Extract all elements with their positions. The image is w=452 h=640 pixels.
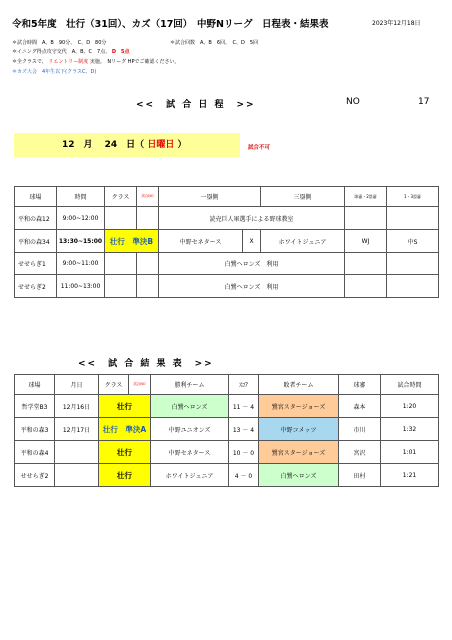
result-venue: 平和の森4 [15,441,55,464]
result-score: 13 － 4 [229,418,259,441]
note-game-time: ＊試合時間 A、B 90分、 C、D 80分 [12,40,107,46]
result-duration: 1:32 [381,418,439,441]
schedule-third-team: ホワイトジュニア [261,230,345,253]
note-innings: ＊試合回数 A、B 6回、 C、D 5回 [170,40,259,46]
col-class: クラス [105,187,137,207]
result-duration: 1:20 [381,395,439,418]
schedule-first-team: 中野セネタース [159,230,243,253]
result-loser: 中野コメッツ [259,418,339,441]
col-winner: 勝利チーム [151,375,229,395]
col-ump-base: 1・3塁審 [387,187,439,207]
schedule-no [137,207,159,230]
schedule-class: 壮行 準決B [105,230,159,253]
results-row [15,418,439,441]
result-duration: 1:21 [381,464,439,487]
schedule-row [15,253,439,275]
schedule-event: 白鷺ヘロンズ 利用 [159,275,345,298]
col-game-no: 試合NO [129,375,151,395]
result-winner: 白鷺ヘロンズ [151,395,229,418]
result-loser: 鷺宮スタージョーズ [259,395,339,418]
note-inning-points-text: ＊イニング得点攻守交代 A、B、C 7点、 [12,49,111,55]
schedule-date-prefix: 12 月 24 日（ [62,140,145,150]
result-umpire: 宮沢 [339,441,381,464]
schedule-row [15,230,439,253]
result-loser: 鷺宮スタージョーズ [259,441,339,464]
col-third-base: 三塁側 [261,187,345,207]
result-class: 壮行 [99,464,151,487]
note-reentry-b: リエントリー制度 [48,59,89,65]
col-game-no: 試合NO [137,187,159,207]
schedule-table [14,186,439,298]
schedule-no-value: 17 [418,97,430,107]
schedule-ump1 [387,253,439,275]
schedule-venue: 平和の森34 [15,230,57,253]
result-venue: せせらぎ2 [15,464,55,487]
result-winner: 中野ユニオンズ [151,418,229,441]
schedule-row [15,207,439,230]
col-first-base: 一塁側 [159,187,261,207]
schedule-ump3 [345,207,387,230]
result-duration: 1:01 [381,441,439,464]
note-reentry-c: 実施。 Nリーグ HPでご確認ください。 [89,59,180,65]
note-kazu: ＊カズ大会 4年生以下(クラスC、D) [12,69,97,75]
result-score: 4 － 0 [229,464,259,487]
schedule-class [105,207,137,230]
result-umpire: 森本 [339,395,381,418]
result-date [55,441,99,464]
result-loser: 白鷺ヘロンズ [259,464,339,487]
schedule-date-suffix: ） [177,140,187,150]
results-row [15,464,439,487]
result-umpire: 田村 [339,464,381,487]
result-winner: ホワイトジュニア [151,464,229,487]
no-game-note: 試合不可 [248,145,271,151]
schedule-venue: 平和の森12 [15,207,57,230]
result-class: 壮行 準決A [99,418,151,441]
col-ump-home: 球審・2塁審 [345,187,387,207]
results-row [15,395,439,418]
schedule-venue: せせらぎ1 [15,253,57,275]
results-section-title: << 試 合 結 果 表 >> [78,359,214,369]
note-inning-points-d: D 5点 [111,49,130,55]
result-date [55,464,99,487]
col-umpire: 球審 [339,375,381,395]
issue-date: 2023年12月18日 [372,20,421,27]
result-date: 12月16日 [55,395,99,418]
results-header-row [15,375,439,395]
schedule-date-box [14,133,240,157]
result-venue: 哲学堂B3 [15,395,55,418]
schedule-time: 9:00~12:00 [57,207,105,230]
results-table [14,374,439,487]
schedule-class [105,253,137,275]
schedule-event: 白鷺ヘロンズ 利用 [159,253,345,275]
result-class: 壮行 [99,395,151,418]
col-duration: 試合時間 [381,375,439,395]
schedule-ump1: 中S [387,230,439,253]
schedule-class [105,275,137,298]
schedule-row [15,275,439,298]
schedule-no [137,275,159,298]
result-date: 12月17日 [55,418,99,441]
col-venue: 球場 [15,187,57,207]
note-reentry [12,58,179,65]
result-venue: 平和の森3 [15,418,55,441]
schedule-header-row [15,187,439,207]
page-title: 令和5年度 壮行（31回）、カズ（17回） 中野Nリーグ 日程表・結果表 [12,19,329,30]
result-score: 10 － 0 [229,441,259,464]
result-winner: 中野セネタース [151,441,229,464]
schedule-ump3 [345,275,387,298]
schedule-time: 11:00~13:00 [57,275,105,298]
schedule-ump3: WJ [345,230,387,253]
schedule-time: 9:00~11:00 [57,253,105,275]
schedule-time: 13:30~15:00 [57,230,105,253]
result-umpire: 市川 [339,418,381,441]
schedule-day: 日曜日 [147,140,175,150]
schedule-vs: X [243,230,261,253]
col-score: ｽｺｱ [229,375,259,395]
col-loser: 敗者チーム [259,375,339,395]
result-class: 壮行 [99,441,151,464]
schedule-no-label: NO [346,97,360,107]
result-score: 11 － 4 [229,395,259,418]
col-class: クラス [99,375,129,395]
col-venue: 球場 [15,375,55,395]
note-reentry-a: ＊全クラスで、 [12,59,47,65]
schedule-section-title: << 試 合 日 程 >> [136,100,256,110]
col-date: 月日 [55,375,99,395]
col-time: 時間 [57,187,105,207]
note-inning-points [12,48,129,55]
schedule-ump3 [345,253,387,275]
schedule-no [137,253,159,275]
schedule-event: 読売巨人軍選手による野球教室 [159,207,345,230]
results-row [15,441,439,464]
schedule-venue: せせらぎ2 [15,275,57,298]
schedule-ump1 [387,275,439,298]
schedule-ump1 [387,207,439,230]
